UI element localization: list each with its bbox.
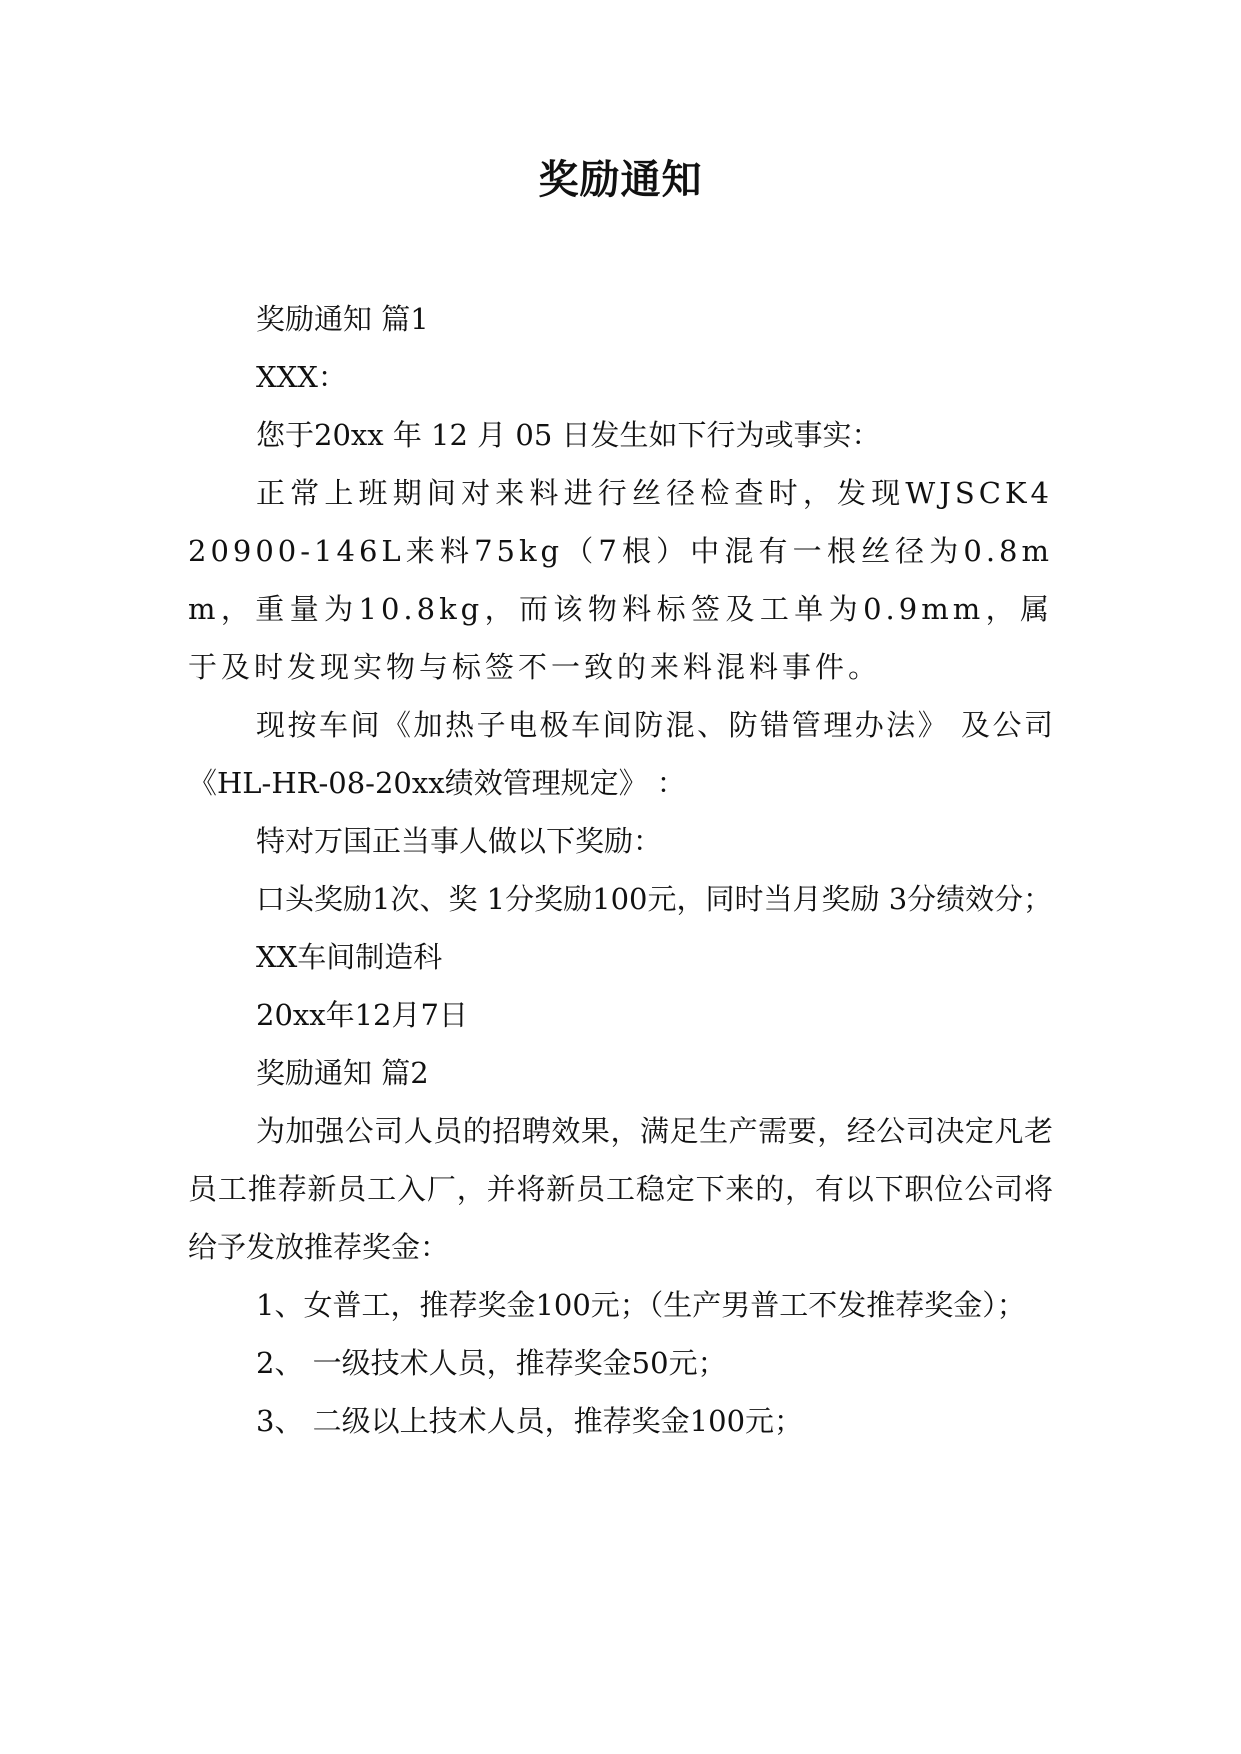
salutation: XXX：: [256, 360, 347, 394]
paragraph-recruitment-policy: 为加强公司人员的招聘效果，满足生产需要，经公司决定凡老员工推荐新员工入厂，并将新员工稳定下来的，有以下职位公司将给予发放推荐奖金：: [188, 1114, 1053, 1264]
list-item-3: 3、 二级以上技术人员，推荐奖金100元；: [256, 1404, 804, 1438]
section-heading-1: 奖励通知 篇1: [256, 302, 429, 336]
document-title: 奖励通知: [538, 157, 703, 203]
paragraph-regulations: 现按车间《加热子电极车间防混、防错管理办法》 及公司 《HL-HR-08-20xx绩效管理规定》 ：: [188, 708, 1053, 800]
paragraph-reward-detail: 口头奖励1次、奖 1分奖励100元，同时当月奖励 3分绩效分；: [256, 882, 1053, 916]
list-item-1: 1、女普工，推荐奖金100元；（生产男普工不发推荐奖金）；: [256, 1288, 1026, 1322]
issue-date: 20xx年12月7日: [256, 998, 468, 1032]
section-heading-2: 奖励通知 篇2: [256, 1056, 429, 1090]
list-item-2: 2、 一级技术人员，推荐奖金50元；: [256, 1346, 727, 1380]
paragraph-event-detail: 正常上班期间对来料进行丝径检查时，发现WJSCK420900-146L来料75kg（7根）中混有一根丝径为0.8mm，重量为10.8kg，而该物料标签及工单为0.9mm，属于及时发现实物与标签不一致的来料混料事件。: [188, 476, 1053, 684]
paragraph-reward-intro: 特对万国正当事人做以下奖励：: [256, 824, 663, 858]
paragraph-event-date: 您于20xx 年 12 月 05 日发生如下行为或事实：: [256, 418, 881, 452]
issuer-department: XX车间制造科: [256, 940, 443, 974]
document-body: [188, 290, 1053, 1450]
